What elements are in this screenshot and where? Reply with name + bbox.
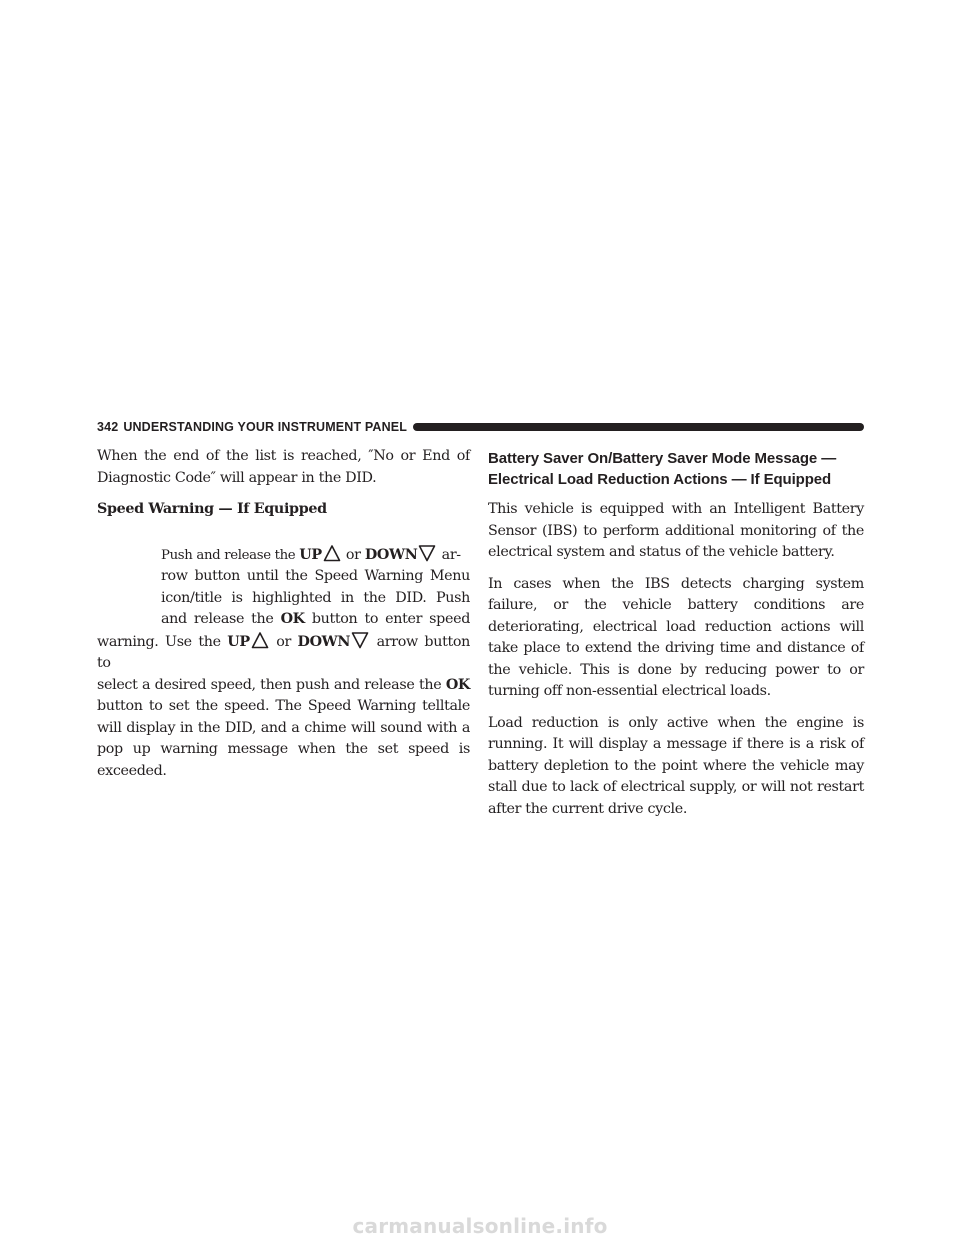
up-label: UP xyxy=(227,633,250,650)
text-ar: ar- xyxy=(437,546,461,563)
ok-label: OK xyxy=(280,611,305,627)
speed-warning-heading: Speed Warning — If Equipped xyxy=(97,501,327,517)
header-rule xyxy=(413,423,864,431)
up-label: UP xyxy=(299,546,322,563)
text-arrow-button: arrow button to xyxy=(97,633,470,671)
down-arrow-icon xyxy=(418,544,436,563)
header-text xyxy=(97,420,407,434)
down-arrow-icon xyxy=(351,631,369,650)
down-label: DOWN xyxy=(364,546,418,563)
text-push-release: Push and release the xyxy=(161,547,300,563)
ok-label: OK xyxy=(445,676,470,693)
text-or: or xyxy=(341,546,365,563)
text-set-speed: button to set the speed. The Speed Warning telltale will display in the DID, and a chime will sound with a pop up warning message when the set speed is exceeded. xyxy=(97,698,470,779)
text-enter-speed: button to enter speed xyxy=(304,611,470,627)
battery-saver-heading: Battery Saver On/Battery Saver Mode Message — Electrical Load Reduction Actions — If Equipped xyxy=(488,450,837,488)
text-or: or xyxy=(269,633,298,650)
diagnostic-code-paragraph: When the end of the list is reached, ″No or End of Diagnostic Code″ will appear in the DID. xyxy=(97,448,470,486)
load-reduction-paragraph: In cases when the IBS detects charging system failure, or the vehicle battery conditions are deteriorating, electrical load reduction actions will take place to extend the driving time and distance of the vehicle. This is done by reducing power to or turning off non-essential electrical loads. xyxy=(488,575,864,699)
text-select-speed: select a desired speed, then push and release the xyxy=(97,676,446,693)
text-line-3: icon/title is highlighted in the DID. Push xyxy=(161,589,470,606)
page-number: 342 xyxy=(97,420,119,434)
down-label: DOWN xyxy=(297,633,351,650)
text-line-2: row button until the Speed Warning Menu xyxy=(161,568,470,584)
engine-running-paragraph: Load reduction is only active when the engine is running. It will display a message if there is a risk of battery depletion to the point where the vehicle may stall due to lack of electrical supply, or will not restart after the current drive cycle. xyxy=(488,714,864,817)
section-title: UNDERSTANDING YOUR INSTRUMENT PANEL xyxy=(123,420,408,434)
text-and-release: and release the xyxy=(161,611,281,627)
page-header xyxy=(97,418,864,436)
ibs-paragraph: This vehicle is equipped with an Intelligent Battery Sensor (IBS) to perform additional monitoring of the electrical system and status of the vehicle battery. xyxy=(488,501,864,560)
up-arrow-icon xyxy=(323,544,341,563)
left-column xyxy=(97,446,470,782)
up-arrow-icon xyxy=(251,631,269,650)
text-warning-use: warning. Use the xyxy=(97,633,228,650)
speed-warning-instructions xyxy=(97,544,470,783)
watermark: carmanualsonline.info xyxy=(352,1214,608,1238)
right-column xyxy=(488,446,864,820)
